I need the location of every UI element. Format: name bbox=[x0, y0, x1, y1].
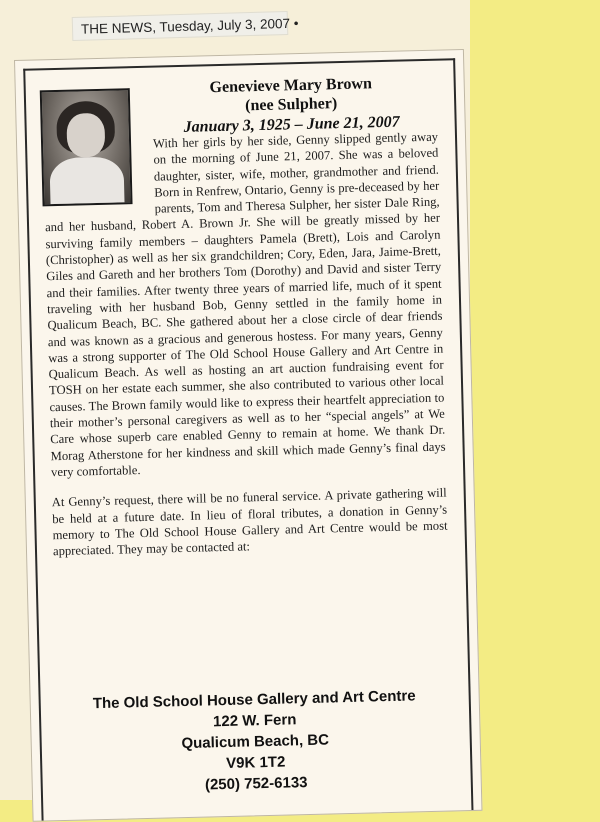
deceased-name: Genevieve Mary Brown bbox=[209, 75, 373, 97]
obituary-paragraph-1: With her girls by her side, Genny slipped gently away on the morning of June 21, 2007. She was a beloved daughter, sister, wife, mother, grandmother and friend. Born in Renfrew, Ontario, Genny is pre-deceased by her parents, Tom and Theresa Sulpher, her sister Dale Ring, and her husband, Robert A. Brown Jr. She will be greatly missed by her surviving family members – daughters Pamela (Brett), Lois and Carolyn (Christopher) as well as her six grandchildren; Cory, Eden, Jara, Jaime-Brett, Giles and Gareth and her brothers Tom (Dorothy) and David and sister Terry and their families. After twenty three years of married life, much of it spent traveling with her husband Bob, Genny settled in the family home in Qualicum Beach, BC. She gathered about her a close circle of dear friends and was known as a gracious and generous hostess. For many years, Genny was a strong supporter of The Old School House Gallery and Art Centre in Qualicum Beach. As well as hosting an art auction fundraising event for TOSH on her estate each summer, she also contributed to various other local causes. The Brown family would like to express their heartfelt appreciation to their mother’s personal caregivers as well as to her “special angels” at We Care whose superb care enabled Genny to remain at home. We thank Dr. Morag Atherstone for her kindness and skill which made Genny’s final days very comfortable. bbox=[44, 129, 446, 480]
contact-phone: (250) 752-6133 bbox=[204, 774, 308, 794]
photo-spacer bbox=[43, 136, 155, 211]
newspaper-dateline: THE NEWS, Tuesday, July 3, 2007 • bbox=[72, 11, 289, 41]
obituary-body bbox=[43, 129, 448, 560]
obituary-clipping bbox=[14, 49, 482, 822]
maiden-name: (nee Sulpher) bbox=[244, 95, 338, 115]
contact-postal-code: V9K 1T2 bbox=[225, 753, 286, 773]
contact-city: Qualicum Beach, BC bbox=[181, 731, 330, 753]
obituary-paragraph-2: At Genny’s request, there will be no funeral service. A private gathering will be held at a future date. In lieu of floral tributes, a donation in Genny’s memory to The Old School House Gallery and Art Centre would be most appreciated. They may be contacted at: bbox=[51, 485, 448, 559]
contact-street: 122 W. Fern bbox=[212, 711, 297, 731]
contact-block bbox=[57, 685, 454, 800]
contact-organization: The Old School House Gallery and Art Centre bbox=[92, 687, 416, 713]
life-dates: January 3, 1925 – June 21, 2007 bbox=[183, 113, 400, 136]
